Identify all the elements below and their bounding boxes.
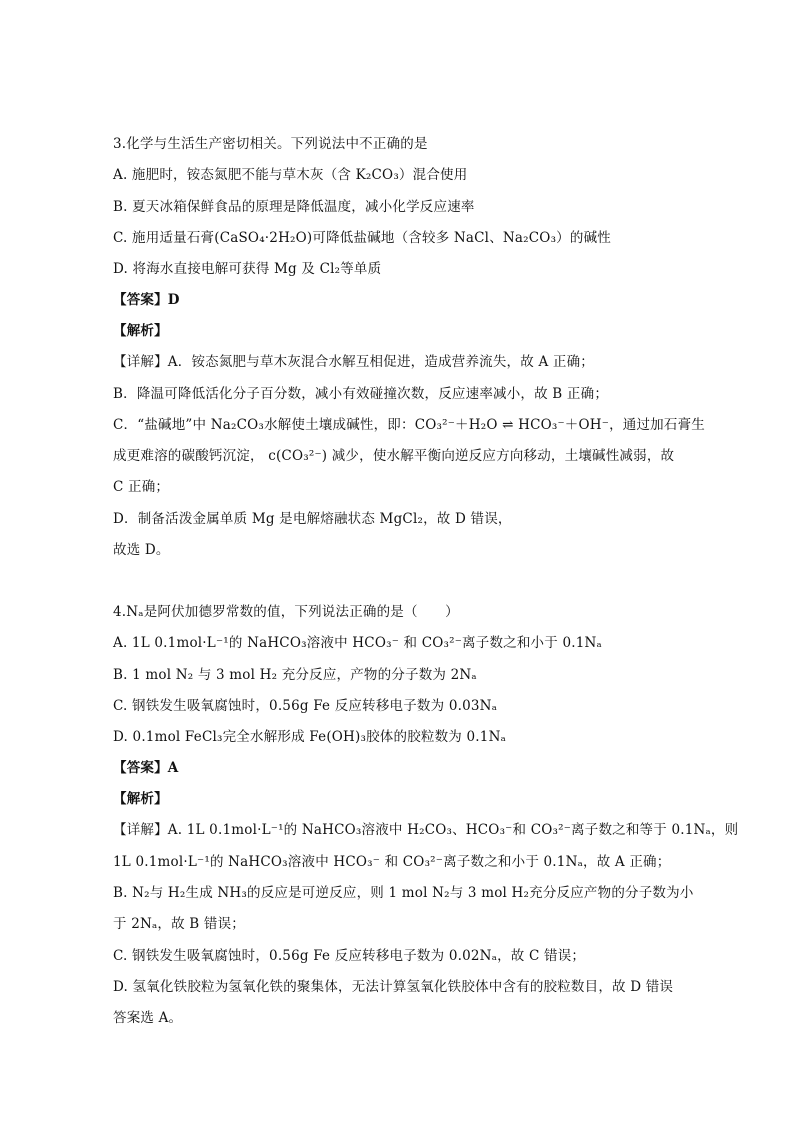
q4-option-a: A. 1L 0.1mol·L⁻¹的 NaHCO₃溶液中 HCO₃⁻ 和 CO₃²⁻离子数之和小于 0.1Nₐ: [113, 635, 602, 651]
q3-option-d: D. 将海水直接电解可获得 Mg 及 Cl₂等单质: [113, 261, 382, 277]
q3-detail-line: 【详解】A．铵态氮肥与草木灰混合水解互相促进，造成营养流失，故 A 正确；: [113, 354, 594, 370]
q4-option-c: C. 钢铁发生吸氧腐蚀时，0.56g Fe 反应转移电子数为 0.03Nₐ: [113, 698, 498, 714]
q3-detail-line: B．降温可降低活化分子百分数，减小有效碰撞次数，反应速率减小，故 B 正确；: [113, 386, 609, 402]
q4-detail-line: B. N₂与 H₂生成 NH₃的反应是可逆反应，则 1 mol N₂与 3 mol H₂充分反应产物的分子数为小: [113, 885, 694, 901]
q3-answer: 【答案】D: [113, 292, 180, 308]
q4-stem: 4.Nₐ是阿伏加德罗常数的值，下列说法正确的是（ ）: [113, 604, 459, 620]
q4-detail-line: 【详解】A. 1L 0.1mol·L⁻¹的 NaHCO₃溶液中 H₂CO₃、HCO₃⁻和 CO₃²⁻离子数之和等于 0.1Nₐ，则: [113, 822, 739, 838]
q3-detail-line: D．制备活泼金属单质 Mg 是电解熔融状态 MgCl₂，故 D 错误，: [113, 511, 512, 527]
q4-detail-line: 答案选 A。: [113, 1010, 183, 1026]
q4-detail-line: D. 氢氧化铁胶粒为氢氧化铁的聚集体，无法计算氢氧化铁胶体中含有的胶粒数目，故 D 错误: [113, 979, 674, 995]
q3-stem: 3.化学与生活生产密切相关。下列说法中不正确的是: [113, 136, 428, 152]
q3-detail-line: 故选 D。: [113, 542, 170, 558]
q4-answer: 【答案】A: [113, 760, 179, 776]
q4-option-b: B. 1 mol N₂ 与 3 mol H₂ 充分反应，产物的分子数为 2Nₐ: [113, 667, 477, 683]
q4-detail-line: 1L 0.1mol·L⁻¹的 NaHCO₃溶液中 HCO₃⁻ 和 CO₃²⁻离子数之和小于 0.1Nₐ，故 A 正确；: [113, 854, 671, 870]
q4-analysis-label: 【解析】: [113, 791, 168, 807]
q3-detail-line: C．“盐碱地”中 Na₂CO₃水解使土壤成碱性，即：CO₃²⁻＋H₂O ⇌ HCO₃⁻＋OH⁻，通过加石膏生: [113, 417, 705, 433]
q4-detail-line: C. 钢铁发生吸氧腐蚀时，0.56g Fe 反应转移电子数为 0.02Nₐ，故 C 错误；: [113, 948, 586, 964]
q3-detail-line: C 正确；: [113, 479, 170, 495]
q4-option-d: D. 0.1mol FeCl₃完全水解形成 Fe(OH)₃胶体的胶粒数为 0.1Nₐ: [113, 729, 506, 745]
q3-option-c: C. 施用适量石膏(CaSO₄·2H₂O)可降低盐碱地（含较多 NaCl、Na₂CO₃）的碱性: [113, 230, 611, 246]
q3-option-b: B. 夏天冰箱保鲜食品的原理是降低温度，减小化学反应速率: [113, 199, 475, 215]
q3-option-a: A. 施肥时，铵态氮肥不能与草木灰（含 K₂CO₃）混合使用: [113, 167, 468, 183]
q3-analysis-label: 【解析】: [113, 323, 168, 339]
q4-detail-line: 于 2Nₐ，故 B 错误；: [113, 916, 246, 932]
q3-detail-line: 成更难溶的碳酸钙沉淀， c(CO₃²⁻) 减少，使水解平衡向逆反应方向移动，土壤碱性减弱，故: [113, 448, 675, 464]
